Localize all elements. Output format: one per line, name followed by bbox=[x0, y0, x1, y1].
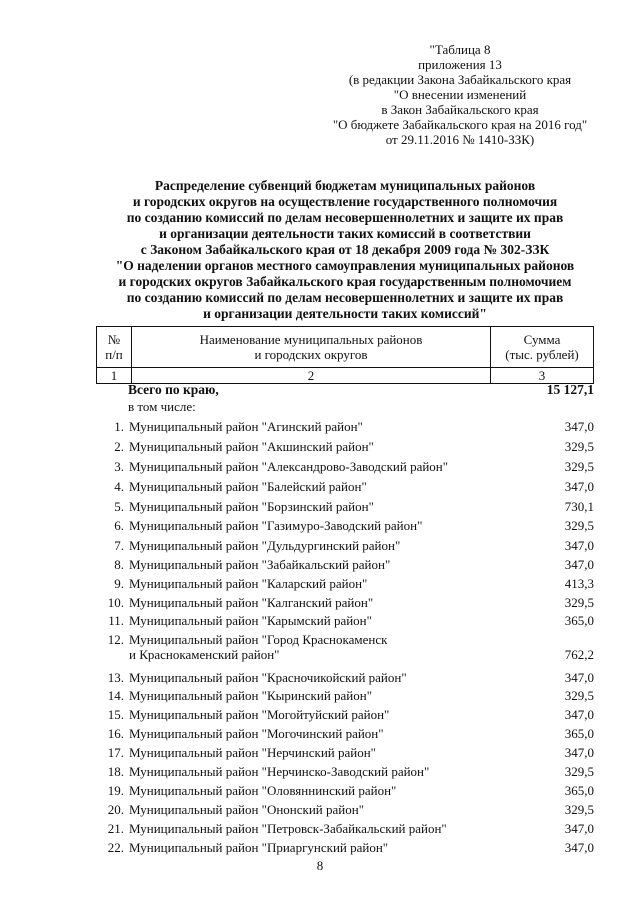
row-name-line: Муниципальный район "Борзинский район" bbox=[129, 499, 374, 514]
row-number: 6. bbox=[114, 518, 124, 533]
row-value: 329,5 bbox=[564, 688, 594, 703]
appendix-line: "Таблица 8 bbox=[429, 42, 491, 57]
table-header bbox=[96, 326, 594, 384]
row-name-line: Муниципальный район "Агинский район" bbox=[129, 419, 363, 434]
col-number: 2 bbox=[132, 368, 491, 384]
table-row bbox=[96, 670, 594, 685]
table-row bbox=[96, 726, 594, 741]
row-number: 12. bbox=[107, 632, 124, 647]
table-row bbox=[96, 613, 594, 628]
title-line: по созданию комиссий по делам несовершеннолетних и защите их прав bbox=[126, 290, 564, 305]
row-value: 347,0 bbox=[564, 419, 594, 434]
row-name-line: Муниципальный район "Приаргунский район" bbox=[129, 840, 389, 855]
row-name-line: Муниципальный район "Могойтуйский район" bbox=[129, 707, 390, 722]
page-number: 8 bbox=[316, 858, 324, 873]
row-name-line: Муниципальный район "Балейский район" bbox=[129, 479, 367, 494]
header-num-line: п/п bbox=[105, 347, 123, 362]
row-name-line: Муниципальный район "Нерчинско-Заводский район" bbox=[129, 764, 430, 779]
appendix-line: в Закон Забайкальского края bbox=[381, 102, 539, 117]
row-value: 347,0 bbox=[564, 670, 594, 685]
row-name bbox=[129, 764, 499, 779]
row-name bbox=[129, 538, 499, 553]
total-label: Всего по краю, bbox=[128, 382, 219, 397]
row-name-line: Муниципальный район "Нерчинский район" bbox=[129, 745, 376, 760]
row-number: 1. bbox=[114, 419, 124, 434]
row-value: 329,5 bbox=[564, 518, 594, 533]
row-value: 365,0 bbox=[564, 613, 594, 628]
row-name-line: Муниципальный район "Карымский район" bbox=[129, 613, 372, 628]
row-name-line: Муниципальный район "Кыринский район" bbox=[129, 688, 373, 703]
table-row bbox=[96, 802, 594, 817]
table-row bbox=[96, 595, 594, 610]
row-name-line: Муниципальный район "Каларский район" bbox=[129, 576, 368, 591]
row-name-line: Муниципальный район "Александрово-Заводский район" bbox=[129, 459, 449, 474]
header-name bbox=[132, 327, 491, 368]
header-num-line: № bbox=[107, 332, 121, 347]
table-row bbox=[96, 419, 594, 434]
row-value: 347,0 bbox=[564, 479, 594, 494]
row-name bbox=[129, 821, 499, 836]
row-name bbox=[129, 459, 499, 474]
appendix-line: (в редакции Закона Забайкальского края bbox=[348, 72, 572, 87]
table-row bbox=[96, 632, 594, 662]
total-value: 15 127,1 bbox=[546, 382, 594, 397]
table-row bbox=[96, 518, 594, 533]
row-name-line: Муниципальный район "Могочинский район" bbox=[129, 726, 384, 741]
row-value: 329,5 bbox=[564, 439, 594, 454]
row-value: 762,2 bbox=[564, 647, 594, 662]
row-name bbox=[129, 576, 499, 591]
table-row bbox=[96, 688, 594, 703]
table-row bbox=[96, 557, 594, 572]
row-number: 5. bbox=[114, 499, 124, 514]
row-name bbox=[129, 518, 499, 533]
row-number: 17. bbox=[107, 745, 124, 760]
row-number: 13. bbox=[107, 670, 124, 685]
row-value: 347,0 bbox=[564, 745, 594, 760]
appendix-reference bbox=[330, 42, 590, 147]
including-label: в том числе: bbox=[128, 399, 196, 414]
row-number: 11. bbox=[108, 613, 124, 628]
row-name bbox=[129, 707, 499, 722]
title-line: и городских округов Забайкальского края государственным полномочием bbox=[118, 274, 572, 289]
col-number: 3 bbox=[491, 368, 594, 384]
row-value: 347,0 bbox=[564, 557, 594, 572]
header-num bbox=[97, 327, 132, 368]
row-number: 15. bbox=[107, 707, 124, 722]
row-name bbox=[129, 499, 499, 514]
document-title bbox=[100, 178, 590, 322]
row-name bbox=[129, 726, 499, 741]
row-value: 329,5 bbox=[564, 595, 594, 610]
row-name bbox=[129, 783, 499, 798]
row-number: 19. bbox=[107, 783, 124, 798]
row-number: 22. bbox=[107, 840, 124, 855]
table-row bbox=[96, 439, 594, 454]
row-value: 413,3 bbox=[564, 576, 594, 591]
row-name bbox=[129, 613, 499, 628]
row-name-line: Муниципальный район "Ононский район" bbox=[129, 802, 365, 817]
col-number: 1 bbox=[97, 368, 132, 384]
row-number: 10. bbox=[107, 595, 124, 610]
row-number: 9. bbox=[114, 576, 124, 591]
table-row bbox=[96, 821, 594, 836]
row-name-line: и Краснокаменский район" bbox=[129, 647, 280, 662]
appendix-line: приложения 13 bbox=[418, 57, 502, 72]
row-name-line: Муниципальный район "Калганский район" bbox=[129, 595, 374, 610]
table-row bbox=[96, 479, 594, 494]
title-line: и организации деятельности таких комиссий в соответствии bbox=[159, 226, 531, 241]
row-name bbox=[129, 595, 499, 610]
row-name-line: Муниципальный район "Красночикойский район" bbox=[129, 670, 407, 685]
row-name bbox=[129, 439, 499, 454]
table-row bbox=[96, 707, 594, 722]
row-number: 21. bbox=[107, 821, 124, 836]
table-row bbox=[96, 499, 594, 514]
header-name-line: и городских округов bbox=[254, 347, 368, 362]
row-number: 14. bbox=[107, 688, 124, 703]
title-line: "О наделении органов местного самоуправления муниципальных районов bbox=[115, 258, 575, 273]
row-value: 329,5 bbox=[564, 764, 594, 779]
row-name-line: Муниципальный район "Дульдургинский район" bbox=[129, 538, 401, 553]
appendix-line: "О бюджете Забайкальского края на 2016 год" bbox=[332, 117, 588, 132]
row-value: 347,0 bbox=[564, 821, 594, 836]
row-value: 347,0 bbox=[564, 840, 594, 855]
header-sum-line: Сумма bbox=[523, 332, 561, 347]
table-row bbox=[96, 459, 594, 474]
row-name-line: Муниципальный район "Забайкальский район" bbox=[129, 557, 391, 572]
row-name-line: Муниципальный район "Петровск-Забайкальский район" bbox=[129, 821, 447, 836]
row-name-line: Муниципальный район "Оловяннинский район" bbox=[129, 783, 397, 798]
title-line: по созданию комиссий по делам несовершеннолетних и защите их прав bbox=[126, 210, 564, 225]
row-name-line: Муниципальный район "Газимуро-Заводский район" bbox=[129, 518, 423, 533]
row-value: 730,1 bbox=[564, 499, 594, 514]
title-line: с Законом Забайкальского края от 18 декабря 2009 года № 302-ЗЗК bbox=[140, 242, 550, 257]
row-number: 18. bbox=[107, 764, 124, 779]
row-value: 329,5 bbox=[564, 459, 594, 474]
title-line: и городских округов на осуществление государственного полномочия bbox=[132, 194, 558, 209]
table-row bbox=[96, 538, 594, 553]
title-line: Распределение субвенций бюджетам муниципальных районов bbox=[154, 178, 536, 193]
row-name bbox=[129, 802, 499, 817]
table-row bbox=[96, 745, 594, 760]
row-name bbox=[129, 632, 499, 662]
table-row bbox=[96, 764, 594, 779]
appendix-line: "О внесении изменений bbox=[393, 87, 527, 102]
row-number: 8. bbox=[114, 557, 124, 572]
title-line: и организации деятельности таких комиссий" bbox=[203, 306, 487, 321]
row-number: 16. bbox=[107, 726, 124, 741]
row-number: 4. bbox=[114, 479, 124, 494]
header-sum-line: (тыс. рублей) bbox=[505, 347, 579, 362]
row-value: 329,5 bbox=[564, 802, 594, 817]
row-name bbox=[129, 557, 499, 572]
row-value: 365,0 bbox=[564, 726, 594, 741]
row-name bbox=[129, 670, 499, 685]
row-value: 347,0 bbox=[564, 707, 594, 722]
row-value: 365,0 bbox=[564, 783, 594, 798]
row-name bbox=[129, 688, 499, 703]
table-row bbox=[96, 840, 594, 855]
row-number: 2. bbox=[114, 439, 124, 454]
row-name-line: Муниципальный район "Акшинский район" bbox=[129, 439, 374, 454]
table-row bbox=[96, 576, 594, 591]
row-name bbox=[129, 419, 499, 434]
header-sum bbox=[491, 327, 594, 368]
row-value: 347,0 bbox=[564, 538, 594, 553]
row-number: 7. bbox=[114, 538, 124, 553]
table-row bbox=[96, 783, 594, 798]
row-name bbox=[129, 745, 499, 760]
header-name-line: Наименование муниципальных районов bbox=[199, 332, 423, 347]
row-name-line: Муниципальный район "Город Краснокаменск bbox=[129, 632, 388, 647]
row-number: 3. bbox=[114, 459, 124, 474]
appendix-line: от 29.11.2016 № 1410-ЗЗК) bbox=[385, 132, 535, 147]
row-name bbox=[129, 840, 499, 855]
row-name bbox=[129, 479, 499, 494]
row-number: 20. bbox=[107, 802, 124, 817]
